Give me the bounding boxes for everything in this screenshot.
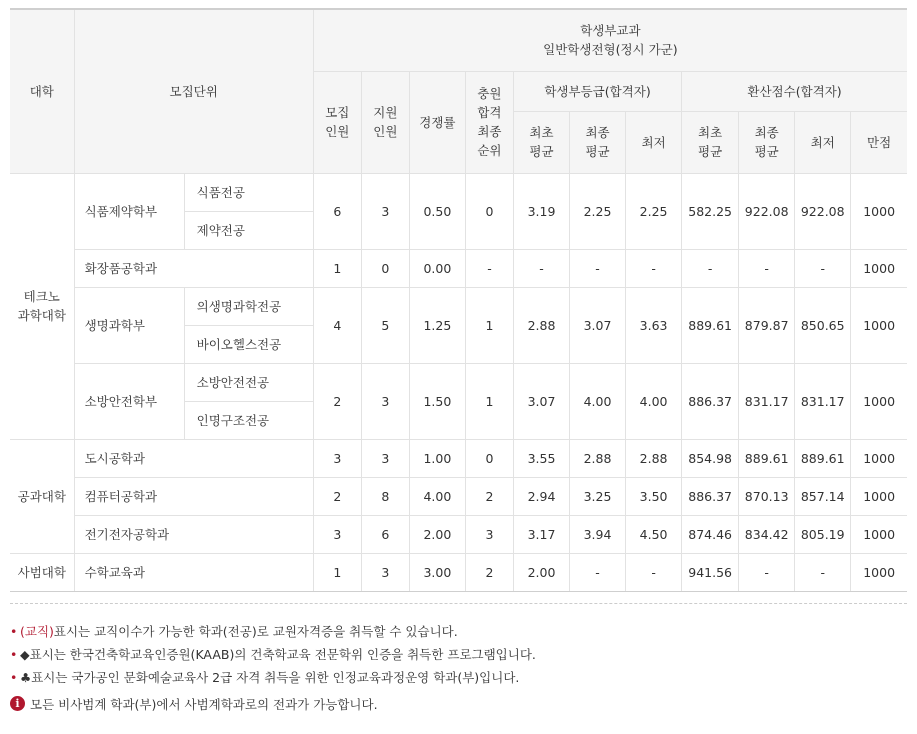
cell-grade-final: - <box>570 249 626 287</box>
cell-grade-lowest: 3.50 <box>626 477 682 515</box>
table-row <box>10 553 907 591</box>
cell-grade-lowest: - <box>626 553 682 591</box>
header-score: 환산점수(합격자) <box>682 71 907 111</box>
cell-ratio: 0.50 <box>409 173 465 249</box>
hs-fa-l2: 평균 <box>698 144 723 159</box>
cell-score-final: 879.87 <box>739 287 795 363</box>
cell-score-first: 886.37 <box>682 477 739 515</box>
header-recruit-l1: 모집 <box>325 105 350 120</box>
cell-score-first: 874.46 <box>682 515 739 553</box>
hg-fa-l1: 최초 <box>529 125 554 140</box>
hs-fn-l1: 최종 <box>754 125 779 140</box>
college-edu: 사범대학 <box>10 553 74 591</box>
note-teaching <box>10 620 907 643</box>
cell-score-lowest: 922.08 <box>795 173 851 249</box>
info-icon: i <box>10 696 25 711</box>
dept-name: 컴퓨터공학과 <box>74 477 313 515</box>
cell-grade-first: 2.00 <box>513 553 569 591</box>
header-grade: 학생부등급(합격자) <box>513 71 681 111</box>
cell-apply: 3 <box>361 553 409 591</box>
header-group-line1: 학생부교과 <box>580 23 641 39</box>
cell-grade-final: 3.07 <box>570 287 626 363</box>
cell-score-first: 941.56 <box>682 553 739 591</box>
cell-apply: 8 <box>361 477 409 515</box>
cell-grade-lowest: - <box>626 249 682 287</box>
cell-grade-lowest: 4.50 <box>626 515 682 553</box>
cell-grade-lowest: 2.25 <box>626 173 682 249</box>
cell-score-final: 889.61 <box>739 439 795 477</box>
header-score-full: 만점 <box>851 111 907 173</box>
cell-score-full: 1000 <box>851 249 907 287</box>
cell-score-first: 582.25 <box>682 173 739 249</box>
major-name: 인명구조전공 <box>184 401 313 439</box>
cell-ratio: 2.00 <box>409 515 465 553</box>
major-name: 식품전공 <box>184 173 313 211</box>
college-tech-l2: 과학대학 <box>17 308 66 323</box>
cell-score-full: 1000 <box>851 553 907 591</box>
cell-apply: 3 <box>361 439 409 477</box>
dept-name: 수학교육과 <box>74 553 313 591</box>
cell-grade-lowest: 4.00 <box>626 363 682 439</box>
cell-ratio: 1.00 <box>409 439 465 477</box>
cell-recruit: 2 <box>313 477 361 515</box>
cell-rank: 2 <box>465 477 513 515</box>
bullet: • <box>10 624 18 639</box>
cell-score-final: 870.13 <box>739 477 795 515</box>
table-row <box>10 477 907 515</box>
cell-score-final: 831.17 <box>739 363 795 439</box>
cell-rank: 1 <box>465 363 513 439</box>
cell-rank: - <box>465 249 513 287</box>
note-transfer <box>10 693 907 716</box>
header-ratio: 경쟁률 <box>409 71 465 173</box>
header-apply-l2: 인원 <box>373 124 398 139</box>
cell-score-lowest: - <box>795 249 851 287</box>
header-score-lowest: 최저 <box>795 111 851 173</box>
admission-results-table <box>10 8 907 592</box>
note-kaab-text: ◆표시는 한국건축학교육인증원(KAAB)의 건축학교육 전문학위 인증을 취득한 프로그램입니다. <box>20 647 536 662</box>
dept-name: 화장품공학과 <box>74 249 313 287</box>
cell-rank: 0 <box>465 439 513 477</box>
cell-grade-first: 3.07 <box>513 363 569 439</box>
note-arts <box>10 666 907 689</box>
hg-fa-l2: 평균 <box>529 144 554 159</box>
cell-score-final: 834.42 <box>739 515 795 553</box>
cell-rank: 3 <box>465 515 513 553</box>
cell-grade-final: 4.00 <box>570 363 626 439</box>
cell-score-final: - <box>739 553 795 591</box>
cell-apply: 0 <box>361 249 409 287</box>
notes <box>10 620 907 716</box>
cell-score-lowest: 889.61 <box>795 439 851 477</box>
cell-rank: 2 <box>465 553 513 591</box>
header-apply-l1: 지원 <box>373 105 398 120</box>
dept-name: 도시공학과 <box>74 439 313 477</box>
cell-rank: 1 <box>465 287 513 363</box>
cell-score-lowest: 831.17 <box>795 363 851 439</box>
cell-grade-first: 3.19 <box>513 173 569 249</box>
cell-apply: 3 <box>361 173 409 249</box>
dept-name: 소방안전학부 <box>74 363 184 439</box>
cell-grade-first: 3.55 <box>513 439 569 477</box>
cell-recruit: 1 <box>313 249 361 287</box>
cell-recruit: 6 <box>313 173 361 249</box>
cell-ratio: 1.50 <box>409 363 465 439</box>
note-teaching-text: 표시는 교직이수가 가능한 학과(전공)로 교원자격증을 취득할 수 있습니다. <box>53 624 458 639</box>
cell-grade-final: 2.25 <box>570 173 626 249</box>
bullet: • <box>10 670 18 685</box>
hs-fa-l1: 최초 <box>698 125 723 140</box>
header-group-line2: 일반학생전형(정시 가군) <box>543 42 678 58</box>
dept-name: 생명과학부 <box>74 287 184 363</box>
cell-recruit: 4 <box>313 287 361 363</box>
cell-score-first: 854.98 <box>682 439 739 477</box>
header-rank-l4: 순위 <box>477 143 502 158</box>
cell-recruit: 1 <box>313 553 361 591</box>
bullet: • <box>10 647 18 662</box>
divider <box>10 603 907 604</box>
note-kaab <box>10 643 907 666</box>
cell-grade-final: 2.88 <box>570 439 626 477</box>
cell-grade-first: 2.94 <box>513 477 569 515</box>
cell-rank: 0 <box>465 173 513 249</box>
cell-ratio: 1.25 <box>409 287 465 363</box>
header-score-final-avg <box>739 111 795 173</box>
cell-score-full: 1000 <box>851 477 907 515</box>
header-recruit <box>313 71 361 173</box>
cell-apply: 6 <box>361 515 409 553</box>
table-row <box>10 439 907 477</box>
dept-name: 전기전자공학과 <box>74 515 313 553</box>
cell-apply: 3 <box>361 363 409 439</box>
table-row <box>10 287 907 325</box>
table-row <box>10 515 907 553</box>
header-rank <box>465 71 513 173</box>
header-grade-lowest: 최저 <box>626 111 682 173</box>
header-rank-l1: 충원 <box>477 86 502 101</box>
cell-grade-lowest: 3.63 <box>626 287 682 363</box>
cell-recruit: 2 <box>313 363 361 439</box>
cell-recruit: 3 <box>313 439 361 477</box>
cell-ratio: 4.00 <box>409 477 465 515</box>
cell-score-full: 1000 <box>851 173 907 249</box>
major-name: 제약전공 <box>184 211 313 249</box>
cell-grade-lowest: 2.88 <box>626 439 682 477</box>
cell-score-lowest: - <box>795 553 851 591</box>
cell-score-first: - <box>682 249 739 287</box>
cell-score-full: 1000 <box>851 363 907 439</box>
table-row <box>10 173 907 211</box>
header-group <box>313 9 907 71</box>
cell-grade-first: 2.88 <box>513 287 569 363</box>
cell-recruit: 3 <box>313 515 361 553</box>
cell-score-final: - <box>739 249 795 287</box>
cell-grade-first: 3.17 <box>513 515 569 553</box>
note-arts-text: ♣표시는 국가공인 문화예술교육사 2급 자격 취득을 위한 인정교육과정운영 학과(부)입니다. <box>20 670 520 685</box>
cell-score-full: 1000 <box>851 515 907 553</box>
cell-ratio: 3.00 <box>409 553 465 591</box>
major-name: 의생명과학전공 <box>184 287 313 325</box>
header-recruit-l2: 인원 <box>325 124 350 139</box>
cell-score-lowest: 805.19 <box>795 515 851 553</box>
header-grade-final-avg <box>570 111 626 173</box>
cell-grade-final: 3.94 <box>570 515 626 553</box>
header-score-first-avg <box>682 111 739 173</box>
cell-score-lowest: 850.65 <box>795 287 851 363</box>
cell-score-first: 889.61 <box>682 287 739 363</box>
college-tech-l1: 테크노 <box>23 289 60 304</box>
table-row <box>10 363 907 401</box>
table-row <box>10 249 907 287</box>
header-rank-l2: 합격 <box>477 105 502 120</box>
cell-score-lowest: 857.14 <box>795 477 851 515</box>
note-transfer-text: 모든 비사범계 학과(부)에서 사범계학과로의 전과가 가능합니다. <box>30 697 378 712</box>
cell-ratio: 0.00 <box>409 249 465 287</box>
cell-score-full: 1000 <box>851 439 907 477</box>
college-eng: 공과대학 <box>10 439 74 553</box>
cell-grade-final: 3.25 <box>570 477 626 515</box>
hg-fn-l2: 평균 <box>585 144 610 159</box>
header-unit: 모집단위 <box>74 9 313 173</box>
cell-score-final: 922.08 <box>739 173 795 249</box>
dept-name: 식품제약학부 <box>74 173 184 249</box>
major-name: 소방안전전공 <box>184 363 313 401</box>
major-name: 바이오헬스전공 <box>184 325 313 363</box>
cell-score-full: 1000 <box>851 287 907 363</box>
header-rank-l3: 최종 <box>477 124 502 139</box>
cell-grade-first: - <box>513 249 569 287</box>
note-teaching-mark: (교직) <box>20 624 54 639</box>
header-grade-first-avg <box>513 111 569 173</box>
college-tech <box>10 173 74 439</box>
header-univ: 대학 <box>10 9 74 173</box>
hs-fn-l2: 평균 <box>754 144 779 159</box>
cell-apply: 5 <box>361 287 409 363</box>
cell-grade-final: - <box>570 553 626 591</box>
cell-score-first: 886.37 <box>682 363 739 439</box>
header-apply <box>361 71 409 173</box>
hg-fn-l1: 최종 <box>585 125 610 140</box>
